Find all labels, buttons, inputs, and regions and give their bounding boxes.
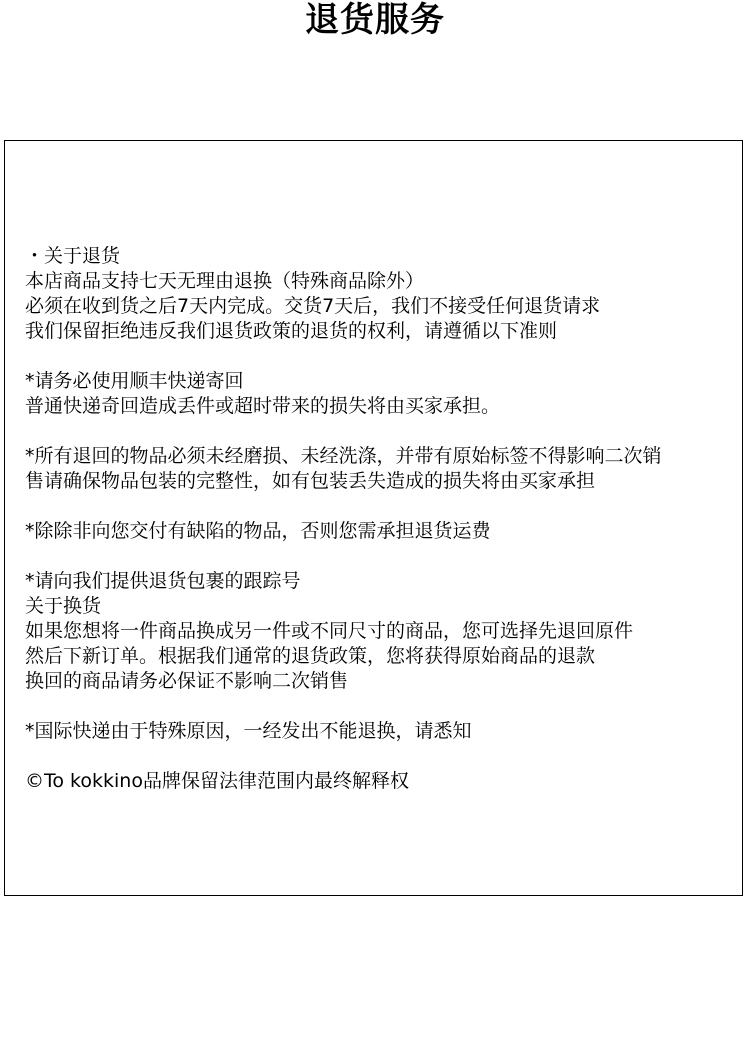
policy-line: 然后下新订单。根据我们通常的退货政策，您将获得原始商品的退款 xyxy=(25,645,596,667)
policy-line: 普通快递奇回造成丢件或超时带来的损失将由买家承担。 xyxy=(25,395,501,417)
spacer xyxy=(25,494,737,519)
spacer xyxy=(25,344,737,369)
spacer xyxy=(25,744,737,769)
policy-line: *除除非向您交付有缺陷的物品，否则您需承担退货运费 xyxy=(25,520,491,542)
spacer xyxy=(25,694,737,719)
policy-line: *请务必使用顺丰快递寄回 xyxy=(25,370,244,392)
copyright-line: ©To kokkino品牌保留法律范围内最终解释权 xyxy=(25,770,409,792)
section-heading-returns: ・关于退货 xyxy=(25,245,121,267)
policy-line: *所有退回的物品必须未经磨损、未经洗涤，并带有原始标签不得影响二次销 xyxy=(25,445,662,467)
spacer xyxy=(25,419,737,444)
return-policy-box xyxy=(4,140,743,896)
policy-line: *国际快递由于特殊原因，一经发出不能退换，请悉知 xyxy=(25,720,472,742)
policy-line: 如果您想将一件商品换成另一件或不同尺寸的商品，您可选择先退回原件 xyxy=(25,620,634,642)
page-title: 退货服务 xyxy=(305,0,445,40)
section-heading-exchanges: 关于换货 xyxy=(25,595,102,617)
policy-line: 我们保留拒绝违反我们退货政策的退货的权利，请遵循以下准则 xyxy=(25,320,558,342)
policy-line: 换回的商品请务必保证不影响二次销售 xyxy=(25,670,349,692)
policy-line: 本店商品支持七天无理由退换（特殊商品除外） xyxy=(25,270,425,292)
policy-line: 必须在收到货之后7天内完成。交货7天后，我们不接受任何退货请求 xyxy=(25,295,601,317)
policy-line: *请向我们提供退货包裹的跟踪号 xyxy=(25,570,301,592)
spacer xyxy=(25,544,737,569)
policy-line: 售请确保物品包装的完整性，如有包装丢失造成的损失将由买家承担 xyxy=(25,470,596,492)
policy-text xyxy=(25,244,737,794)
